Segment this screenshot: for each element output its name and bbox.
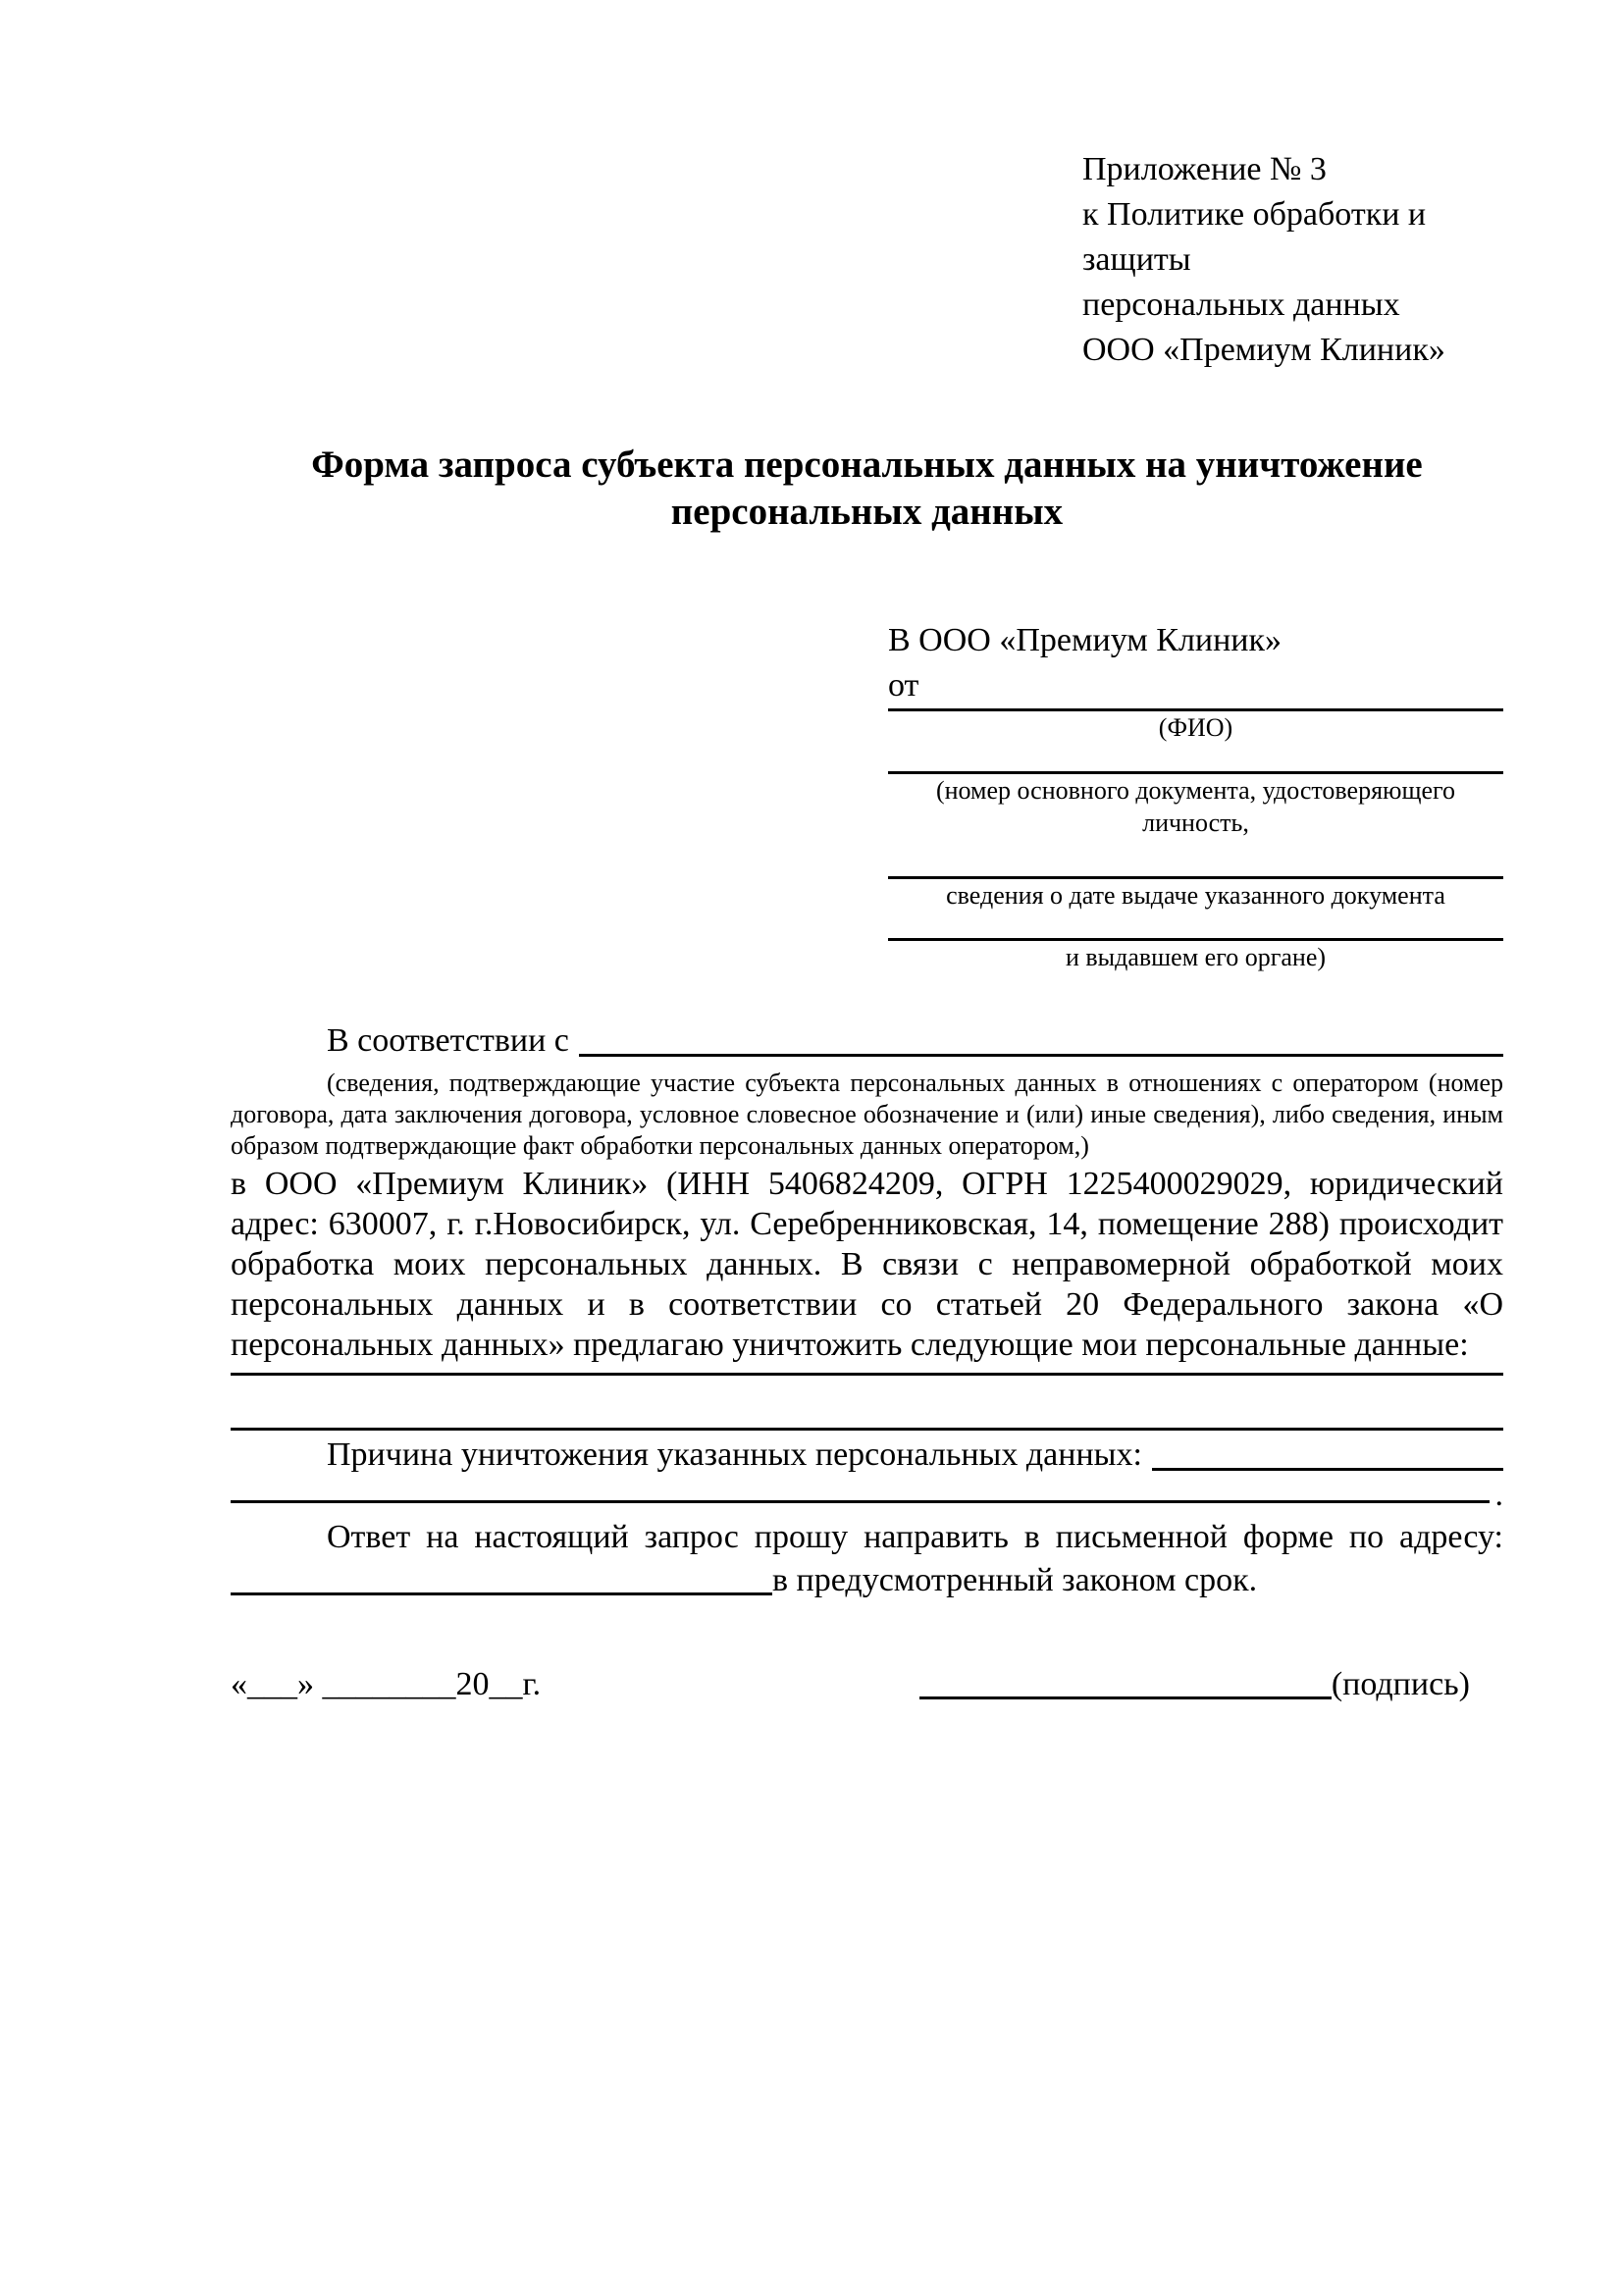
reason-blank-line-2-rule xyxy=(231,1500,1490,1503)
reason-blank-line xyxy=(1152,1468,1503,1471)
footer-row xyxy=(231,1663,1503,1706)
reason-blank-line-2 xyxy=(231,1477,1503,1513)
reason-label: Причина уничтожения указанных персональных данных: xyxy=(327,1436,1142,1473)
appendix-line-3: персональных данных xyxy=(1082,287,1400,323)
main-paragraph: в ООО «Премиум Клиник» (ИНН 5406824209, ОГРН 1225400029029, юридический адрес: 630007, г. г.Новосибирск, ул. Серебренниковская, 14, помещение 288) происходит обработка моих персональных данных. В связи с неправомерной обработкой моих персональных данных и в соответствии со статьей 20 Федерального закона «О персональных данных» предлагаю уничтожить следующие мои персональные данные: xyxy=(231,1166,1503,1363)
reason-period: . xyxy=(1494,1477,1503,1513)
addressee-block xyxy=(888,618,1503,973)
doc-number-caption: (номер основного документа, удостоверяющего личность, xyxy=(935,776,1456,837)
address-blank-line xyxy=(231,1592,772,1595)
reply-tail-text: в предусмотренный законом срок. xyxy=(772,1562,1258,1598)
fio-caption: (ФИО) xyxy=(1158,713,1233,742)
reply-paragraph: Ответ на настоящий запрос прошу направить в письменной форме по адресу: xyxy=(327,1519,1503,1555)
appendix-line-1: Приложение № 3 xyxy=(1082,151,1327,187)
addressee-from-label: от xyxy=(888,667,919,704)
body-section xyxy=(231,1018,1503,1706)
addressee-to: В ООО «Премиум Клиник» xyxy=(888,622,1283,658)
data-blank-line-1 xyxy=(231,1365,1503,1376)
appendix-header xyxy=(1082,147,1503,373)
according-row xyxy=(231,1018,1503,1064)
doc-date-caption: сведения о дате выдаче указанного документа xyxy=(946,881,1445,910)
according-blank-line xyxy=(579,1054,1503,1057)
signature-blank-line xyxy=(919,1696,1332,1699)
appendix-line-4: ООО «Премиум Клиник» xyxy=(1082,332,1445,368)
data-blank-line-2 xyxy=(231,1376,1503,1431)
doc-issuer-caption: и выдавшем его органе) xyxy=(1065,943,1327,971)
according-note: (сведения, подтверждающие участие субъекта персональных данных в отношениях с оператором (номер договора, дата заключения договора, условное словесное обозначение и (или) иные сведения), либо сведения, иным образом подтверждающие факт обработки персональных данных оператором,) xyxy=(231,1069,1503,1160)
form-title: Форма запроса субъекта персональных данных на уничтожение персональных данных xyxy=(311,444,1423,533)
signature-block xyxy=(919,1663,1470,1706)
according-label: В соответствии с xyxy=(327,1022,569,1059)
date-blank: «___» ________20__г. xyxy=(231,1666,542,1702)
reply-address-row xyxy=(231,1559,1503,1602)
reason-row xyxy=(231,1433,1503,1478)
signature-caption: (подпись) xyxy=(1331,1666,1470,1702)
appendix-line-2: к Политике обработки и защиты xyxy=(1082,196,1427,278)
